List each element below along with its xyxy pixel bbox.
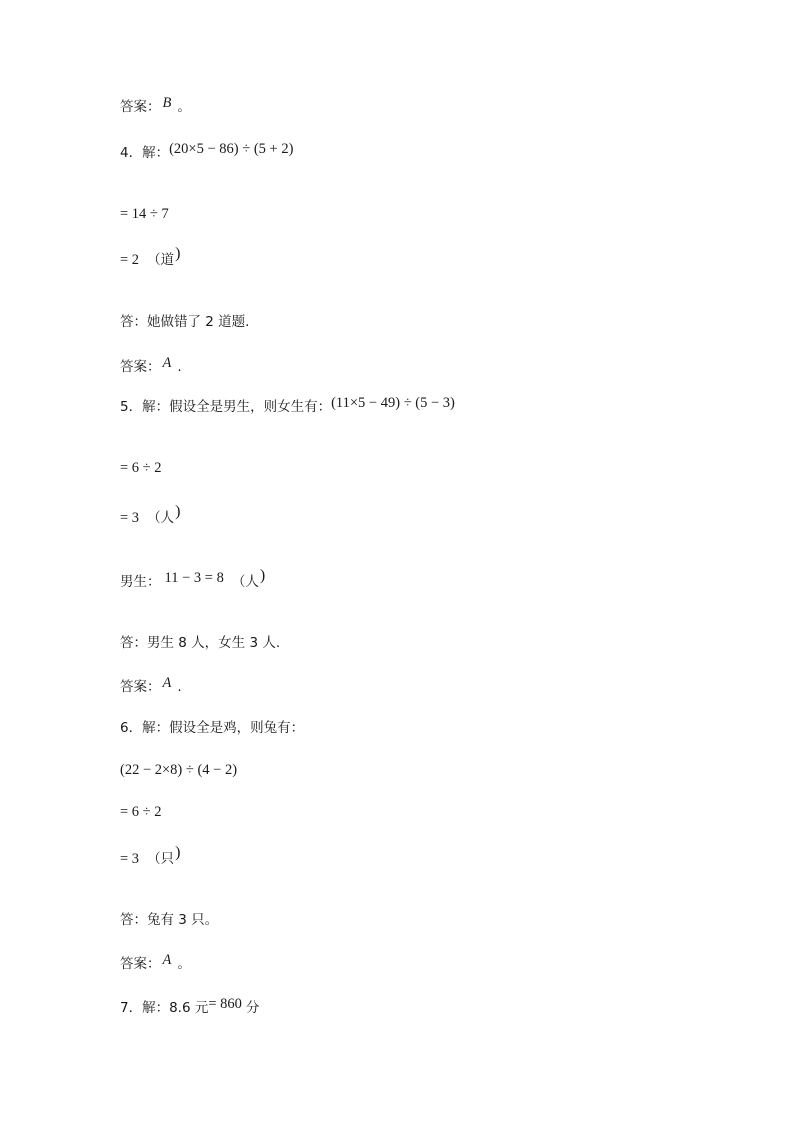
solution-expression: (20×5 − 86) ÷ (5 + 2): [169, 141, 294, 157]
solution-expression: = 860: [208, 996, 242, 1012]
answer-label: 答案：: [120, 99, 161, 115]
solution-5-heading: [120, 397, 455, 417]
solution-6-answer: 答：兔有 3 只。: [120, 912, 219, 928]
step-unit: （人: [231, 574, 259, 590]
answer-line-6: [120, 954, 191, 974]
closing-paren: ): [259, 567, 266, 584]
solution-unit: 分: [245, 1000, 260, 1016]
boys-label: 男生：: [120, 574, 161, 590]
solution-5-step-2: [120, 503, 181, 528]
answer-tail: .: [177, 359, 182, 375]
solution-7-heading: [120, 998, 259, 1018]
answer-label: 答案：: [120, 956, 161, 972]
answer-line-4: [120, 357, 182, 377]
solution-4-step-2: [120, 245, 181, 270]
answer-choice: A: [162, 355, 172, 371]
answer-label: 答案：: [120, 359, 161, 375]
solution-6-heading: 6．解：假设全是鸡，则兔有：: [120, 720, 305, 736]
solution-label: 5．解：假设全是男生，则女生有：: [120, 399, 332, 415]
answer-label: 答案：: [120, 679, 161, 695]
solution-expression: (11×5 − 49) ÷ (5 − 3): [331, 395, 455, 411]
solution-5-answer: 答：男生 8 人，女生 3 人.: [120, 635, 281, 651]
solution-label: 4．解：: [120, 145, 170, 161]
closing-paren: ): [175, 245, 181, 262]
solution-4-step-1: = 14 ÷ 7: [120, 206, 169, 222]
solution-6-step-1: = 6 ÷ 2: [120, 804, 162, 820]
solution-4-heading: [120, 143, 293, 163]
step-expression: = 2: [120, 252, 140, 268]
step-unit: （人: [147, 510, 175, 526]
solution-5-step-1: = 6 ÷ 2: [120, 460, 162, 476]
solution-4-answer: 答：她做错了 2 道题.: [120, 314, 250, 330]
answer-choice: A: [162, 952, 172, 968]
step-expression: = 3: [120, 851, 140, 867]
answer-tail: .: [177, 679, 182, 695]
closing-paren: ): [175, 844, 181, 861]
answer-tail: 。: [177, 956, 191, 972]
step-unit: （只: [147, 851, 175, 867]
boys-expression: 11 − 3 = 8: [164, 570, 224, 586]
step-expression: = 3: [120, 510, 140, 526]
solution-5-boys: [120, 567, 266, 592]
answer-choice: B: [162, 95, 172, 111]
closing-paren: ): [175, 503, 181, 520]
answer-tail: 。: [177, 99, 191, 115]
answer-choice: A: [162, 675, 172, 691]
solution-label: 7．解：8.6 元: [120, 1000, 209, 1016]
step-unit: （道: [147, 252, 175, 268]
solution-6-step-2: [120, 844, 181, 869]
answer-line-3: [120, 97, 191, 117]
answer-line-5: [120, 677, 182, 697]
solution-6-expression: (22 − 2×8) ÷ (4 − 2): [120, 762, 238, 778]
